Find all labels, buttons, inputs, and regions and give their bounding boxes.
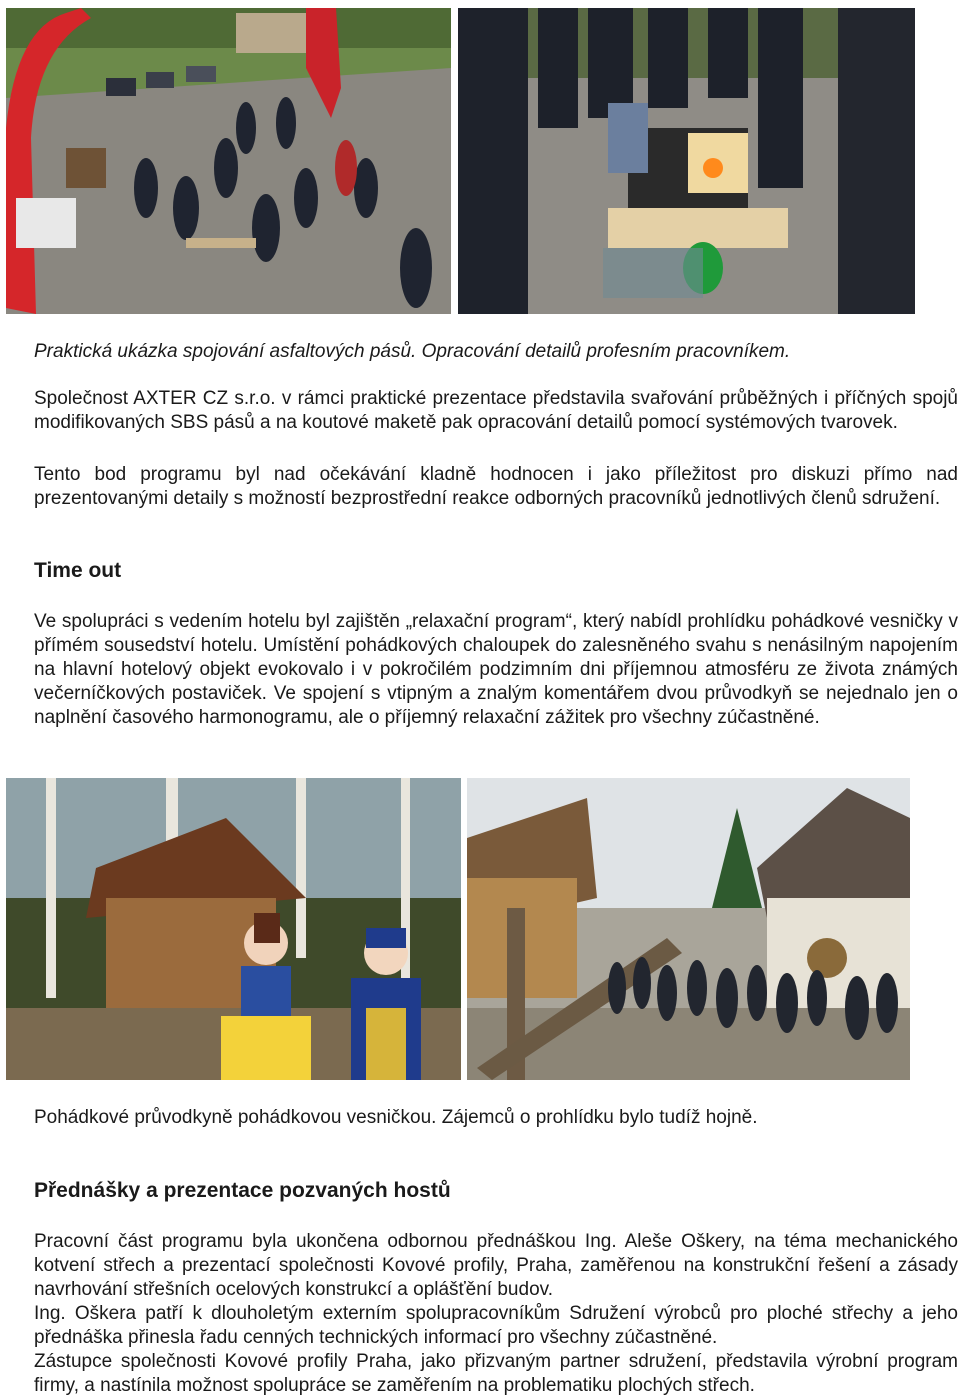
photo-caption-demonstration: Praktická ukázka spojování asfaltových pásů. Opracování detailů profesním pracovníkem.: [34, 341, 791, 362]
heading-lectures: Přednášky a prezentace pozvaných hostů: [34, 1179, 451, 1202]
paragraph-lecture-oskera: Pracovní část programu byla ukončena odbornou přednáškou Ing. Aleše Oškery, na téma mechanického kotvení střech a prezentací společnosti Kovové profily, Praha, zaměřenou na konstrukční řešení a zásady navrhování střešních ocelových konstrukcí a oplášťění budov.: [34, 1231, 958, 1300]
heading-time-out: Time out: [34, 559, 122, 582]
paragraph-axter-presentation: Společnost AXTER CZ s.r.o. v rámci praktické prezentace představila svařování průběžných i příčných spojů modifikovaných SBS pásů a na koutové maketě pak opracování detailů pomocí systémových tvarovek.: [34, 388, 958, 433]
paragraph-oskera-collaboration: Ing. Oškera patří k dlouholetým externím spolupracovníkům Sdružení výrobců pro ploché střechy a jeho přednáška přinesla řadu cenných technických informací pro všechny zúčastněné.: [34, 1303, 958, 1348]
paragraph-program-evaluation: Tento bod programu byl nad očekávání kladně hodnocen i jako příležitost pro diskuzi přímo nad prezentovanými detaily s možností bezprostřední reakce odborných pracovníků jednotlivých členů sdružení.: [34, 464, 958, 509]
photo-caption-village: Pohádkové průvodkyně pohádkovou vesničkou. Zájemců o prohlídku bylo tudíž hojně.: [34, 1107, 758, 1128]
paragraph-kovove-profily: Zástupce společnosti Kovové profily Praha, jako přizvaným partner sdružení, představila výrobní program firmy, a nastínila možnost spolupráce se zaměřením na problematiku plochých střech.: [34, 1351, 958, 1396]
paragraph-relax-program: Ve spolupráci s vedením hotelu byl zajištěn „relaxační program“, který nabídl prohlídku pohádkové vesničky v přímém sousedství hotelu. Umístění pohádkových chaloupek do zalesněného svahu s nenásilným napojením na hlavní hotelový objekt evokovalo i v pokročilém podzimním dni příjemnou atmosféru ze života známých večerníčkových postaviček. Ve spojení s vtipným a znalým komentářem dvou průvodkyň se nejednalo jen o naplnění časového harmonogramu, ale o příjemný relaxační zážitek pro všechny zúčastněné.: [34, 611, 958, 728]
photo-welding-detail: [458, 8, 915, 314]
photo-fairy-tale-guides: [6, 778, 461, 1080]
photo-demonstration-overview: [6, 8, 451, 314]
photo-village-tour-group: [467, 778, 910, 1080]
